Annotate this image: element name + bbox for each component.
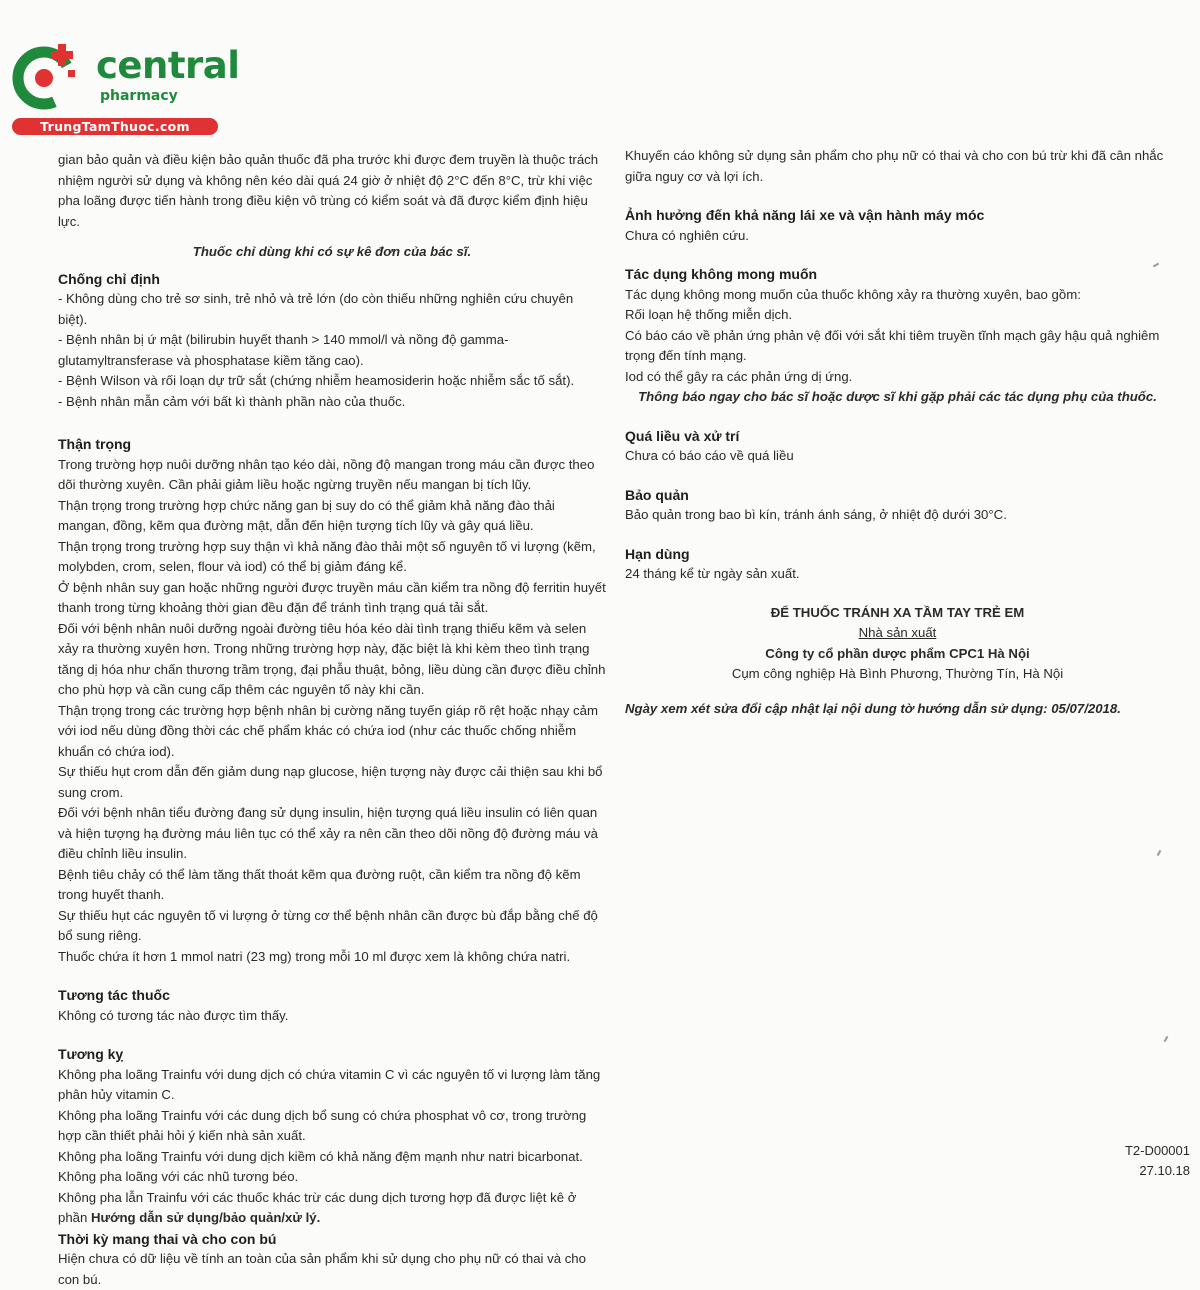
expiry-text: 24 tháng kể từ ngày sản xuất. <box>625 566 800 581</box>
list-item: Sự thiếu hụt crom dẫn đến giảm dung nạp glucose, hiện tượng này được cải thiện sau khi bổ sung crom. <box>58 764 603 800</box>
list-item: Không pha loãng với các nhũ tương béo. <box>58 1169 299 1184</box>
precautions-list <box>58 455 606 968</box>
company-name: Công ty cổ phần dược phẩm CPC1 Hà Nội <box>765 645 1030 661</box>
right-column <box>625 146 1170 719</box>
pregnancy-heading: Thời kỳ mang thai và cho con bú <box>58 1230 277 1247</box>
incompatibilities-list <box>58 1065 606 1229</box>
logo-subtitle: pharmacy <box>100 88 178 104</box>
prescription-note: Thuốc chỉ dùng khi có sự kê đơn của bác sĩ. <box>192 244 472 259</box>
list-item: Sự thiếu hụt các nguyên tố vi lượng ở từng cơ thể bệnh nhân cần được bù đắp bằng chế độ bổ sung riêng. <box>58 907 598 943</box>
list-item: Thận trọng trong các trường hợp bệnh nhân bị cường năng tuyến giáp rõ rệt hoặc nhạy cảm với iod nếu dùng đồng thời các chế phẩm khác có chứa iod (như các thuốc chống nhiễm khuẩn có chứa iod). <box>58 702 598 759</box>
storage-heading: Bảo quản <box>625 486 689 503</box>
list-item: Trong trường hợp nuôi dưỡng nhân tạo kéo dài, nồng độ mangan trong máu cần được theo dõi thường xuyên. Cần phải giảm liều hoặc ngừng truyền nếu mangan bị tích lũy. <box>58 456 595 492</box>
logo-mark-icon <box>10 40 82 112</box>
list-item: Đối với bệnh nhân tiểu đường đang sử dụng insulin, hiện tượng quá liều insulin có liên quan và hiện tượng hạ đường máu liên tục có thể xảy ra nên cần theo dõi nồng độ đường máu và điều chỉnh liều insulin. <box>58 805 598 861</box>
document-code: T2-D00001 <box>1124 1143 1190 1158</box>
left-column <box>58 150 606 1290</box>
precautions-heading: Thận trọng <box>58 436 132 452</box>
list-item: Bệnh tiêu chảy có thể làm tăng thất thoát kẽm qua đường ruột, cần kiểm tra nồng độ kẽm trong huyết thanh. <box>58 866 581 902</box>
driving-heading: Ảnh hưởng đến khả năng lái xe và vận hành máy móc <box>625 207 985 223</box>
list-item: - Bệnh nhân bị ứ mật (bilirubin huyết thanh > 140 mmol/l và nồng độ gamma- glutamyltransferase và phosphatase kiềm tăng cao). <box>58 332 509 368</box>
document-date: 27.10.18 <box>1139 1163 1190 1178</box>
company-address: Cụm công nghiệp Hà Bình Phương, Thường Tín, Hà Nội <box>731 666 1064 681</box>
list-item <box>58 1188 606 1229</box>
list-item: Thuốc chứa ít hơn 1 mmol natri (23 mg) trong mỗi 10 ml được xem là không chứa natri. <box>58 948 571 964</box>
central-pharmacy-logo <box>10 38 240 138</box>
list-item-text: Không pha lẫn Trainfu với các thuốc khác trừ các dung dịch tương hợp đã được liệt kê ở phần <box>58 1189 577 1225</box>
side-effects-heading: Tác dụng không mong muốn <box>625 266 818 282</box>
scan-speck <box>1164 1036 1169 1042</box>
scan-speck <box>1157 850 1162 856</box>
driving-text: Chưa có nghiên cứu. <box>625 227 749 243</box>
list-item: Iod có thể gây ra các phản ứng dị ứng. <box>625 368 853 384</box>
overdose-heading: Quá liều và xử trí <box>625 427 740 444</box>
list-item: Rối loạn hệ thống miễn dịch. <box>625 307 793 322</box>
list-item: Không pha loãng Trainfu với dung dịch kiềm có khả năng đệm mạnh như natri bicarbonat. <box>58 1148 583 1164</box>
logo-brand: central <box>96 44 240 87</box>
overdose-text: Chưa có báo cáo về quá liều <box>625 448 794 463</box>
list-item: Thận trọng trong trường hợp suy thận vì khả năng đào thải một số nguyên tố vi lượng (kẽm, molybden, crom, selen, flour và iod) có thể bị giảm đáng kể. <box>58 538 596 574</box>
list-item: Tác dụng không mong muốn của thuốc không xảy ra thường xuyên, bao gồm: <box>625 286 1081 302</box>
list-item: - Không dùng cho trẻ sơ sinh, trẻ nhỏ và trẻ lớn (do còn thiếu những nghiên cứu chuyên biệt). <box>58 291 574 327</box>
storage-text: Bảo quản trong bao bì kín, tránh ánh sáng, ở nhiệt độ dưới 30°C. <box>625 507 1007 522</box>
list-item: Không pha loãng Trainfu với dung dịch có chứa vitamin C vì các nguyên tố vi lượng làm tăng phân hủy vitamin C. <box>58 1066 601 1102</box>
contraindications-heading: Chống chỉ định <box>58 270 160 287</box>
list-item: Không pha loãng Trainfu với các dung dịch bổ sung có chứa phosphat vô cơ, trong trường hợp cần thiết phải hỏi ý kiến nhà sản xuất. <box>58 1107 587 1143</box>
list-item: Đối với bệnh nhân nuôi dưỡng ngoài đường tiêu hóa kéo dài tình trạng thiếu kẽm và selen xảy ra thường xuyên hơn. Trong những trường hợp này, đặc biệt là khi kèm theo tình trạng tăng dị hóa như chấn thương trầm trọng, đại phẫu thuật, bỏng, liều dùng cần được điều chỉnh cho phù hợp và cần cung cấp thêm các nguyên tố này khi cần. <box>58 620 606 697</box>
intro-paragraph: gian bảo quản và điều kiện bảo quản thuốc đã pha trước khi được đem truyền là thuộc trách nhiệm người sử dụng và không nên kéo dài quá 24 giờ ở nhiệt độ 2°C đến 8°C, trừ khi việc pha loãng được tiến hành trong điều kiện vô trùng có kiểm soát và đã được kiểm định hiệu lực. <box>58 152 599 229</box>
contraindications-list <box>58 289 606 412</box>
list-item-bold-ref: Hướng dẫn sử dụng/bảo quản/xử lý. <box>91 1210 321 1225</box>
review-date: Ngày xem xét sửa đổi cập nhật lại nội dung tờ hướng dẫn sử dụng: 05/07/2018. <box>625 700 1121 716</box>
manufacturer-label: Nhà sản xuất <box>858 625 937 640</box>
interactions-heading: Tương tác thuốc <box>58 987 170 1003</box>
list-item: Ở bệnh nhân suy gan hoặc những người được truyền máu cần kiểm tra nồng độ ferritin huyết thanh trong từng khoảng thời gian đều đặn để tránh tình trạng quá tải sắt. <box>58 579 606 615</box>
side-effects-note: Thông báo ngay cho bác sĩ hoặc dược sĩ khi gặp phải các tác dụng phụ của thuốc. <box>638 389 1157 404</box>
list-item: - Bệnh nhân mẫn cảm với bất kì thành phần nào của thuốc. <box>58 393 406 409</box>
list-item: Có báo cáo về phản ứng phản vệ đối với sắt khi tiêm truyền tĩnh mạch gây hậu quả nghiêm trọng đến tính mạng. <box>625 327 1160 363</box>
keep-away-warning: ĐỂ THUỐC TRÁNH XA TẦM TAY TRẺ EM <box>770 604 1025 620</box>
list-item: Thận trọng trong trường hợp chức năng gan bị suy do có thể giảm khả năng đào thải mangan, đồng, kẽm qua đường mật, dẫn đến hiện tượng tích lũy và gây quá liều. <box>58 497 555 533</box>
interactions-text: Không có tương tác nào được tìm thấy. <box>58 1007 289 1023</box>
expiry-heading: Hạn dùng <box>625 545 690 562</box>
pregnancy-continued: Khuyến cáo không sử dụng sản phẩm cho phụ nữ có thai và cho con bú trừ khi đã cân nhắc giữa nguy cơ và lợi ích. <box>625 148 1164 184</box>
list-item: - Bệnh Wilson và rối loạn dự trữ sắt (chứng nhiễm heamosiderin hoặc nhiễm sắc tố sắt). <box>58 373 575 388</box>
logo-site-badge: TrungTamThuoc.com <box>12 118 218 135</box>
pregnancy-text: Hiện chưa có dữ liệu về tính an toàn của sản phẩm khi sử dụng cho phụ nữ có thai và cho con bú. <box>58 1251 586 1287</box>
incompatibilities-heading: Tương kỵ <box>58 1046 124 1062</box>
document-footer <box>1125 1141 1190 1181</box>
side-effects-list <box>625 285 1170 388</box>
